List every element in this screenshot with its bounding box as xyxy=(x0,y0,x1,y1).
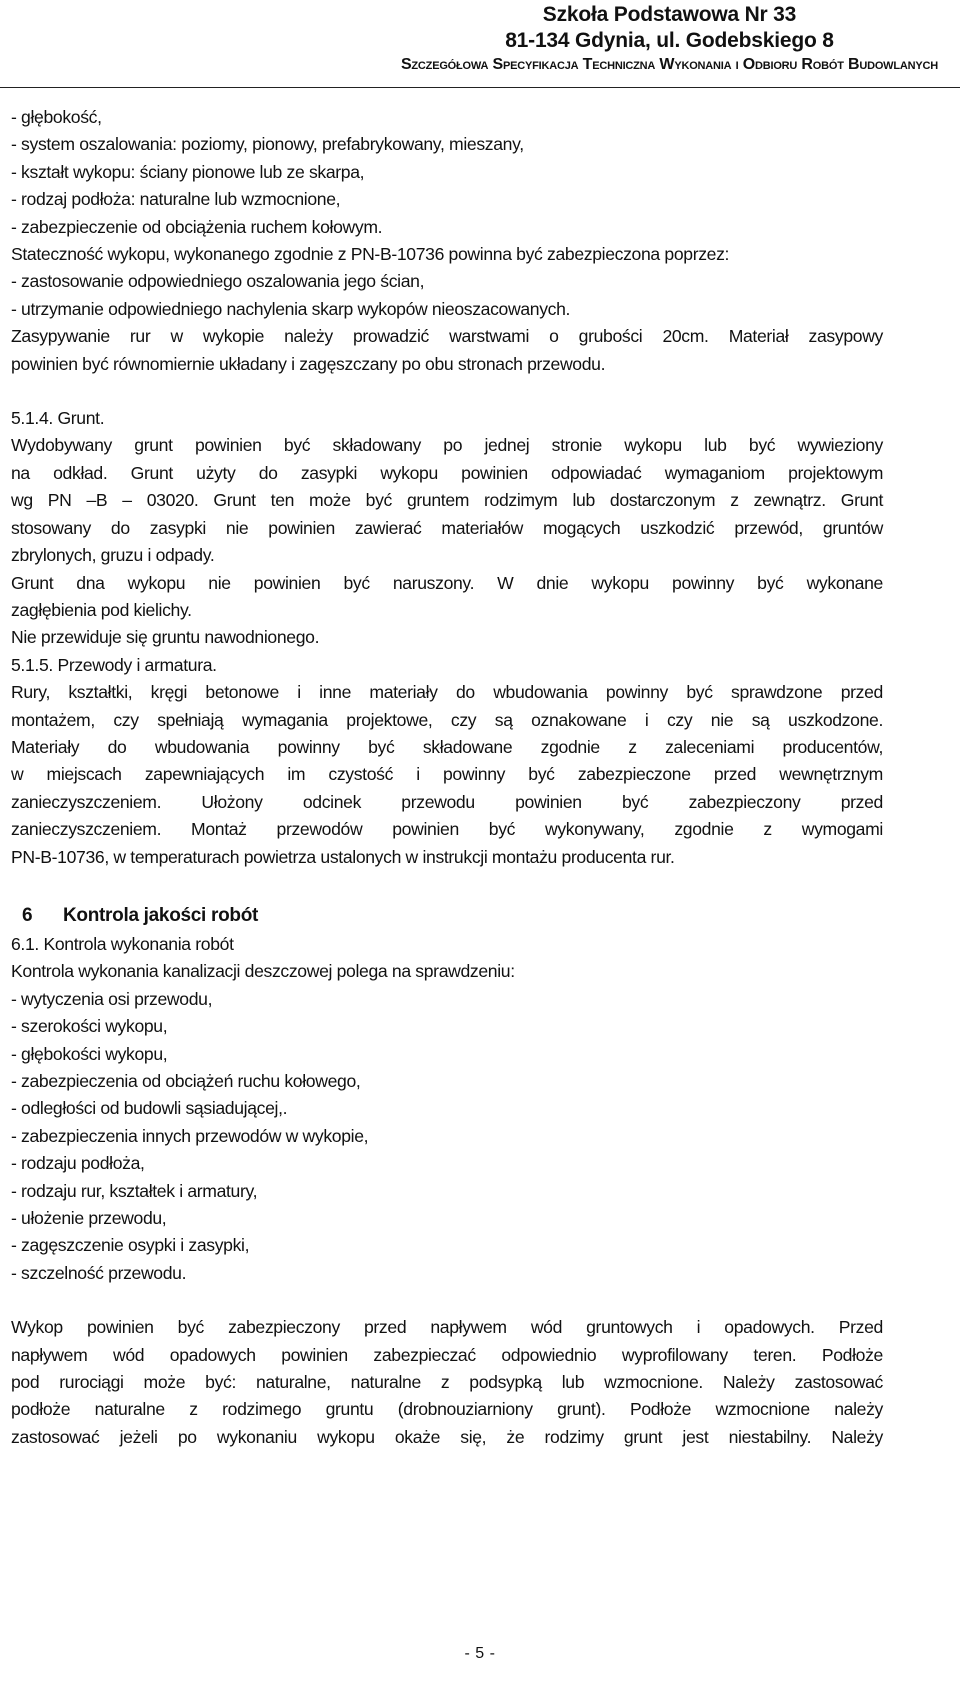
list-item: - ułożenie przewodu, xyxy=(11,1208,167,1229)
paragraph-line: Materiały do wbudowania powinny być składowane zgodnie z zaleceniami producentów, xyxy=(11,736,883,757)
paragraph-line: Kontrola wykonania kanalizacji deszczowej polega na sprawdzeniu: xyxy=(11,961,515,982)
list-item: - wytyczenia osi przewodu, xyxy=(11,988,213,1009)
list-item: - odległości od budowli sąsiadującej,. xyxy=(11,1098,288,1119)
list-item: - zabezpieczenie od obciążenia ruchem kołowym. xyxy=(11,216,383,237)
paragraph-line: Wykop powinien być zabezpieczony przed napływem wód gruntowych i opadowych. Przed xyxy=(11,1317,883,1338)
specification-title: Szczegółowa Specyfikacja Techniczna Wykonania i Odbioru Robót Budowlanych xyxy=(400,56,938,73)
subsection-heading-grunt: 5.1.4. Grunt. xyxy=(11,408,105,429)
paragraph-line: Stateczność wykopu, wykonanego zgodnie z PN-B-10736 powinna być zabezpieczona poprzez: xyxy=(11,244,730,265)
paragraph-line: stosowany do zasypki nie powinien zawierać materiałów mogących uszkodzić przewód, gruntów xyxy=(11,517,883,538)
list-item: - głębokość, xyxy=(11,107,102,127)
paragraph-line: zagłębienia pod kielichy. xyxy=(11,599,192,620)
spacer xyxy=(11,378,883,405)
paragraph-line: napływem wód opadowych powinien zabezpieczać odpowiednio wyprofilowany teren. Podłoże xyxy=(11,1344,883,1365)
subsection-heading-6-1: 6.1. Kontrola wykonania robót xyxy=(11,933,234,954)
list-item: - zabezpieczenia innych przewodów w wykopie, xyxy=(11,1125,369,1146)
paragraph-line: na odkład. Grunt użyty do zasypki wykopu powinien odpowiadać wymaganiom projektowym xyxy=(11,462,883,483)
spacer xyxy=(11,1287,883,1314)
list-item: - rodzaju rur, kształtek i armatury, xyxy=(11,1180,258,1201)
list-item: - szerokości wykopu, xyxy=(11,1016,168,1037)
document-body xyxy=(11,104,883,1451)
paragraph-line: zanieczyszczeniem. Ułożony odcinek przewodu powinien być zabezpieczony przed xyxy=(11,791,883,812)
paragraph-line: podłoże naturalne z rodzimego gruntu (drobnouziarniony grunt). Podłoże wzmocnione należy xyxy=(11,1399,883,1420)
paragraph-line: zbrylonych, gruzu i odpady. xyxy=(11,545,215,566)
page-header xyxy=(401,2,938,76)
list-item: - utrzymanie odpowiedniego nachylenia skarp wykopów nieoszacowanych. xyxy=(11,298,571,319)
list-item: - szczelność przewodu. xyxy=(11,1262,187,1283)
paragraph-line: powinien być równomiernie układany i zagęszczany po obu stronach przewodu. xyxy=(11,353,606,374)
paragraph-line: pod rurociągi może być: naturalne, naturalne z podsypką lub wzmocnione. Należy zastosować xyxy=(11,1372,883,1393)
section-title: Kontrola jakości robót xyxy=(63,904,259,926)
paragraph-line: zastosować jeżeli po wykonaniu wykopu okaże się, że rodzimy grunt jest niestabilny. Należy xyxy=(11,1426,883,1447)
list-item: - głębokości wykopu, xyxy=(11,1043,168,1064)
paragraph-line: montażem, czy spełniają wymagania projektowe, czy są oznakowane i czy nie są uszkodzone. xyxy=(11,709,883,730)
page-number: - 5 - xyxy=(464,1645,496,1662)
list-item: - zabezpieczenia od obciążeń ruchu kołowego, xyxy=(11,1071,361,1091)
list-item: - rodzaj podłoża: naturalne lub wzmocnione, xyxy=(11,189,341,210)
school-address: 81-134 Gdynia, ul. Godebskiego 8 xyxy=(505,29,834,52)
list-item: - rodzaju podłoża, xyxy=(11,1153,145,1174)
list-item: - system oszalowania: poziomy, pionowy, prefabrykowany, mieszany, xyxy=(11,134,524,155)
paragraph-line: zanieczyszczeniem. Montaż przewodów powinien być wykonywany, zgodnie z wymogami xyxy=(11,819,883,840)
school-name: Szkoła Podstawowa Nr 33 xyxy=(542,3,797,26)
paragraph-line: Grunt dna wykopu nie powinien być naruszony. W dnie wykopu powinny być wykonane xyxy=(11,572,883,593)
paragraph-line: Rury, kształtki, kręgi betonowe i inne materiały do wbudowania powinny być sprawdzone przed xyxy=(11,682,883,703)
list-item: - zagęszczenie osypki i zasypki, xyxy=(11,1235,250,1256)
section-number: 6 xyxy=(22,904,33,926)
paragraph-line: Nie przewiduje się gruntu nawodnionego. xyxy=(11,627,320,648)
subsection-heading-przewody: 5.1.5. Przewody i armatura. xyxy=(11,654,217,675)
header-divider xyxy=(0,87,960,88)
paragraph-line: wg PN –B – 03020. Grunt ten może być gruntem rodzimym lub dostarczonym z zewnątrz. Grunt xyxy=(11,490,883,511)
spacer xyxy=(11,871,883,895)
paragraph-line: Wydobywany grunt powinien być składowany po jednej stronie wykopu lub być wywieziony xyxy=(11,435,883,456)
section-heading-6 xyxy=(11,901,883,931)
paragraph-line: PN-B-10736, w temperaturach powietrza ustalonych w instrukcji montażu producenta rur. xyxy=(11,846,675,867)
list-item: - zastosowanie odpowiedniego oszalowania jego ścian, xyxy=(11,271,425,292)
paragraph-line: Zasypywanie rur w wykopie należy prowadzić warstwami o grubości 20cm. Materiał zasypowy xyxy=(11,326,883,347)
list-item: - kształt wykopu: ściany pionowe lub ze skarpa, xyxy=(11,161,365,182)
paragraph-line: w miejscach zapewniających im czystość i powinny być zabezpieczone przed wewnętrznym xyxy=(11,764,883,785)
